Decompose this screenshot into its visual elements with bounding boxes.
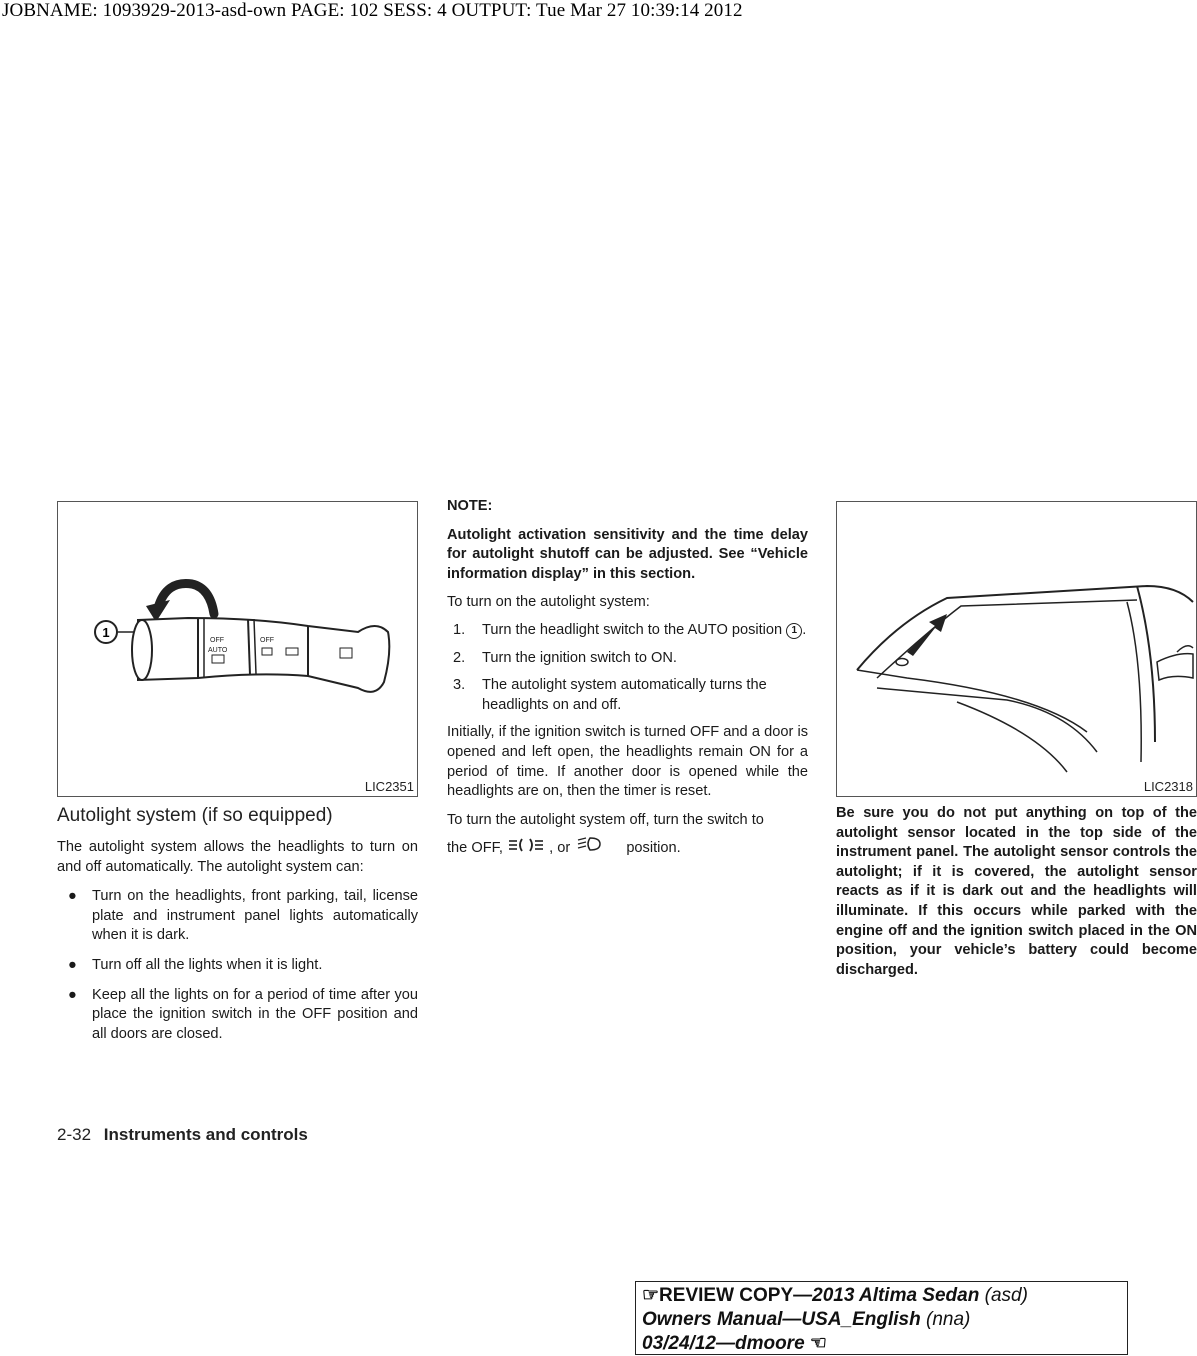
section-heading: Autolight system (if so equipped) <box>57 805 333 826</box>
dashboard-sensor-illustration <box>837 502 1196 796</box>
section-name: Instruments and controls <box>103 1125 308 1144</box>
autolight-sensor-icon <box>896 659 908 666</box>
bullet-item: ● Turn off all the lights when it is light. <box>57 956 418 976</box>
bullet-icon: ● <box>68 956 77 973</box>
switch-label-off: OFF <box>210 637 224 644</box>
column-2 <box>447 497 808 859</box>
pointing-hand-left-icon: ☜ <box>809 1333 827 1354</box>
intro-paragraph: The autolight system allows the headlights to turn on and off automatically. The autolight system can: <box>57 839 418 875</box>
pointer-arrow-icon <box>907 614 947 656</box>
note-title: NOTE: <box>447 498 493 514</box>
headlight-icon <box>574 836 622 854</box>
bullet-icon: ● <box>68 888 77 905</box>
headlight-switch-illustration <box>58 502 417 796</box>
figure-label-right: LIC2318 <box>1143 779 1193 794</box>
figure-headlight-switch <box>57 501 418 797</box>
turn-off-line-2: the OFF, , or position. <box>447 836 808 859</box>
page-footer <box>57 1125 308 1145</box>
callout-number: 1 <box>102 625 110 640</box>
review-line-2: Owners Manual—USA_English (nna) <box>642 1309 971 1330</box>
turn-off-line: To turn the autolight system off, turn the switch to <box>447 811 764 828</box>
switch-label-off-2: OFF <box>260 637 274 644</box>
column-3 <box>836 804 1197 980</box>
rotation-arrow-icon <box>158 584 214 615</box>
bullet-item: ● Keep all the lights on for a period of time after you place the ignition switch in the OFF position and all doors are closed. <box>68 986 418 1042</box>
bullet-item: ● Turn on the headlights, front parking, tail, license plate and instrument panel lights automatically when it is dark. <box>68 888 418 944</box>
step-item: 3. The autolight system automatically turns the headlights on and off. <box>453 677 767 713</box>
turn-on-intro: To turn on the autolight system: <box>447 594 650 611</box>
bullet-icon: ● <box>68 986 77 1003</box>
figure-label-left: LIC2351 <box>364 779 414 794</box>
initially-paragraph: Initially, if the ignition switch is turned OFF and a door is opened and left open, the headlights remain ON for a period of time. If another door is opened while the headlights are on, then the timer is reset. <box>447 724 808 800</box>
parking-lights-icon <box>507 836 545 854</box>
review-copy-box <box>635 1281 1128 1355</box>
note-body: Autolight activation sensitivity and the time delay for autolight shutoff can be adjusted. See “Vehicle information display” in this section. <box>447 526 808 582</box>
review-line-3: 03/24/12—dmoore ☜ <box>642 1333 827 1354</box>
step-item: 1. Turn the headlight switch to the AUTO position 1 . <box>453 621 807 638</box>
warning-paragraph: Be sure you do not put anything on top of the autolight sensor located in the top side of the instrument panel. The autolight sensor controls the autolight; if it is covered, the autolight sensor reacts as if it is dark out and the headlights will illuminate. If this occurs while parked with the engine off and the ignition switch placed in the ON position, your vehicle’s battery could become discharged. <box>836 805 1197 978</box>
figure-autolight-sensor <box>836 501 1197 797</box>
column-1 <box>57 804 418 1044</box>
step-item: 2. Turn the ignition switch to ON. <box>453 649 677 666</box>
pointing-hand-icon: ☞ <box>642 1285 660 1306</box>
review-line-1: ☞REVIEW COPY—2013 Altima Sedan (asd) <box>642 1285 1028 1306</box>
page-number: 2-32 <box>57 1125 92 1144</box>
callout-1-icon: 1 <box>786 623 802 639</box>
switch-label-auto: AUTO <box>208 647 228 654</box>
job-header-line: JOBNAME: 1093929-2013-asd-own PAGE: 102 SESS: 4 OUTPUT: Tue Mar 27 10:39:14 2012 <box>2 0 743 21</box>
